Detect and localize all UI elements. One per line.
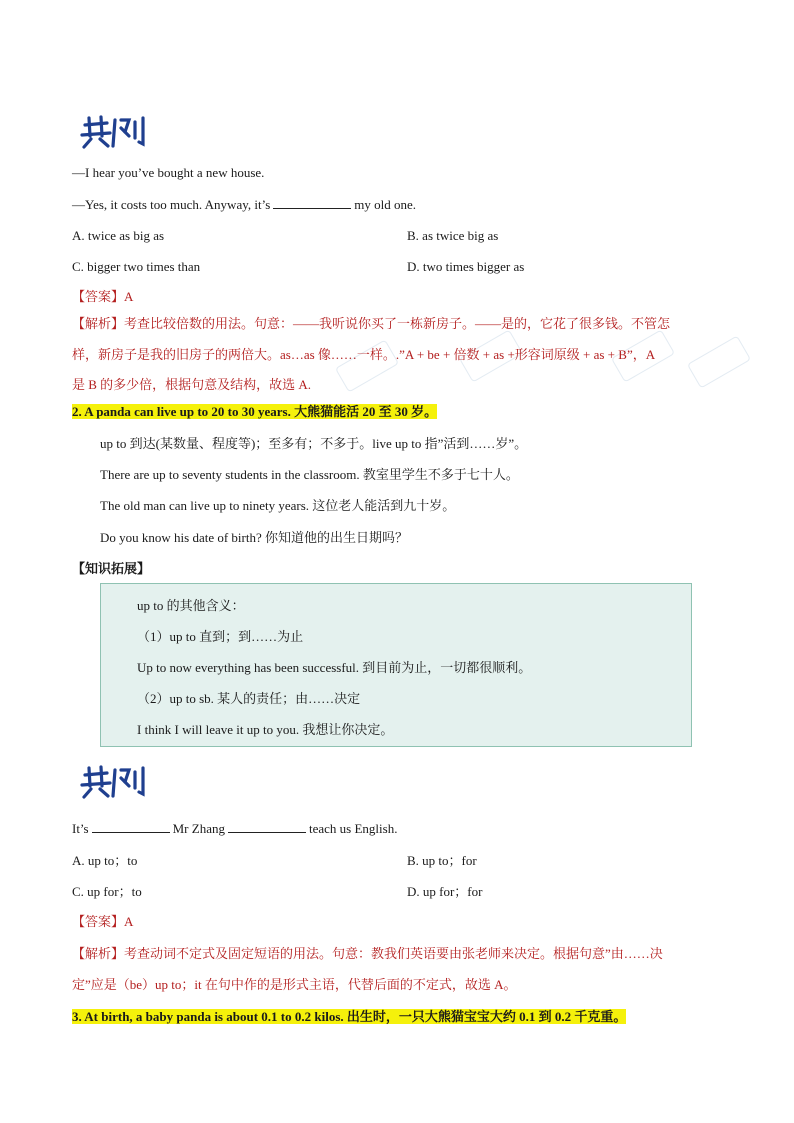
option-c: C. up for；to [72,884,142,899]
highlighted-heading: 3. At birth, a baby panda is about 0.1 to 0.2 kilos. 出生时，一只大熊猫宝宝大约 0.1 到 0.2 千克重。 [72,1009,627,1024]
analysis-text: 考查比较倍数的用法。句意：——我听说你买了一栋新房子。——是的，它花了很多钱。不管怎 [124,316,671,331]
question-line: —I hear you’ve bought a new house. [72,165,265,180]
option-b: B. as twice big as [407,228,499,243]
question-text: Mr Zhang [172,821,225,836]
question-text: It’s [72,821,89,836]
question-line [72,820,397,838]
example-sentence: Do you know his date of birth? 你知道他的出生日期吗？ [100,530,409,545]
answer-value: A [124,289,134,304]
question-text: teach us English. [308,821,398,836]
knowledge-line: （1）up to 直到；到……为止 [137,629,304,644]
analysis-line [72,315,670,333]
example-sentence: The old man can live up to ninety years. 这位老人能活到九十岁。 [100,498,456,513]
analysis-line: 样，新房子是我的旧房子的两倍大。as…as 像……一样。.”A + be + 倍数 + as +形容词原级 + as + B”，A [72,347,656,362]
analysis-tag: 【解析】 [72,946,125,961]
answer-value: A [124,914,134,929]
option-b: B. up to；for [407,853,477,868]
question-text: —Yes, it costs too much. Anyway, it’s [72,197,271,212]
knowledge-tag: 【知识拓展】 [72,561,151,576]
answer-blank [92,820,170,833]
answer-line [72,913,133,931]
explanation-line: up to 到达(某数量、程度等)；至多有；不多于。live up to 指”活到……岁”。 [100,436,528,451]
question-text: my old one. [354,197,417,212]
example-logo-icon [77,114,151,150]
option-c: C. bigger two times than [72,259,201,274]
knowledge-line: （2）up to sb. 某人的责任；由……决定 [137,691,361,706]
knowledge-line: up to 的其他含义： [137,598,245,613]
answer-blank [228,820,306,833]
example-logo-icon [77,764,151,800]
option-d: D. two times bigger as [407,259,525,274]
analysis-line: 是 B 的多少倍，根据句意及结构，故选 A. [72,377,312,392]
knowledge-line: Up to now everything has been successful. 到目前为止，一切都很顺利。 [137,660,532,675]
highlighted-heading: 2. A panda can live up to 20 to 30 years. 大熊猫能活 20 至 30 岁。 [72,404,438,419]
watermark-mark [687,335,751,388]
analysis-line: 定”应是（be）up to；it 在句中作的是形式主语，代替后面的不定式，故选 A。 [72,977,517,992]
option-a: A. up to；to [72,853,138,868]
option-d: D. up for；for [407,884,483,899]
analysis-tag: 【解析】 [72,316,125,331]
point-heading [72,1008,626,1026]
option-a: A. twice as big as [72,228,165,243]
point-heading [72,403,437,421]
example-sentence: There are up to seventy students in the classroom. 教室里学生不多于七十人。 [100,467,519,482]
answer-line [72,288,133,306]
analysis-line [72,945,663,963]
analysis-text: 考查动词不定式及固定短语的用法。句意：教我们英语要由张老师来决定。根据句意”由……决 [124,946,663,961]
answer-tag: 【答案】 [72,289,125,304]
knowledge-line: I think I will leave it up to you. 我想让你决定。 [137,722,394,737]
answer-blank [273,196,351,209]
answer-tag: 【答案】 [72,914,125,929]
question-line [72,196,416,214]
